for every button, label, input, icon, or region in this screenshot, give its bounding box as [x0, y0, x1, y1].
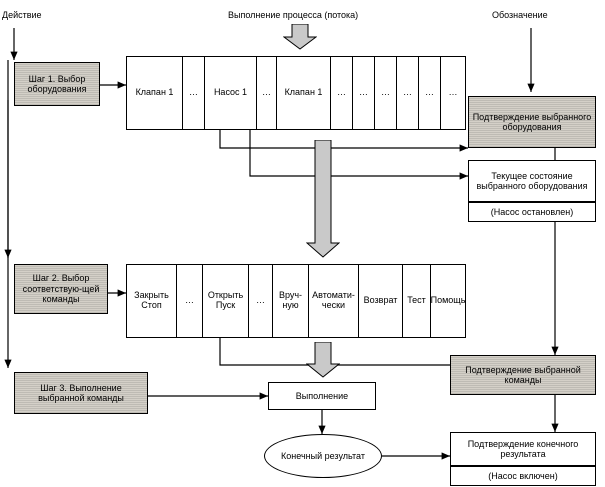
command-cell[interactable]: Возврат	[359, 265, 403, 337]
label-action: Действие	[2, 10, 42, 20]
command-cell[interactable]: Помощь	[431, 295, 465, 306]
label-designation: Обозначение	[492, 10, 548, 20]
command-cell[interactable]: Автомати-чески	[309, 265, 359, 337]
label-process: Выполнение процесса (потока)	[228, 10, 359, 20]
equipment-cell[interactable]: …	[397, 57, 419, 129]
process-arrow-top	[283, 24, 317, 50]
equipment-cell[interactable]: …	[375, 57, 397, 129]
command-cell[interactable]: Тест	[403, 265, 431, 337]
command-cell[interactable]: Открыть Пуск	[203, 265, 249, 337]
command-cell[interactable]: Закрыть Стоп	[127, 265, 177, 337]
step3-box[interactable]: Шаг 3. Выполнение выбранной команды	[14, 372, 148, 414]
confirm-result-box: Подтверждение конечного результата	[450, 432, 596, 466]
equipment-cell[interactable]: …	[257, 57, 277, 129]
confirm-equipment-box: Подтверждение выбранного оборудования	[468, 96, 596, 148]
step1-box[interactable]: Шаг 1. Выбор оборудования	[14, 62, 100, 106]
step2-box[interactable]: Шаг 2. Выбор соответствую-щей команды	[14, 264, 108, 314]
confirm-command-box: Подтверждение выбранной команды	[450, 355, 596, 395]
equipment-cell[interactable]: …	[448, 87, 458, 98]
equipment-cell[interactable]: Насос 1	[205, 57, 257, 129]
equipment-cell[interactable]: Клапан 1	[127, 57, 183, 129]
command-cell[interactable]: Вруч-ную	[273, 265, 309, 337]
state-value-box: (Насос остановлен)	[468, 202, 596, 222]
equipment-row[interactable]	[126, 56, 466, 130]
command-cell[interactable]: …	[177, 265, 203, 337]
command-cell[interactable]: …	[249, 265, 273, 337]
execution-box: Выполнение	[268, 382, 376, 410]
process-arrow-bottom	[306, 342, 340, 378]
equipment-cell[interactable]: …	[419, 57, 441, 129]
process-arrow-middle	[306, 140, 340, 258]
equipment-cell[interactable]: …	[331, 57, 353, 129]
equipment-cell[interactable]: …	[183, 57, 205, 129]
equipment-cell[interactable]: …	[353, 57, 375, 129]
current-state-box: Текущее состояние выбранного оборудования	[468, 160, 596, 202]
result-value-box: (Насос включен)	[450, 466, 596, 486]
command-row[interactable]	[126, 264, 466, 338]
final-result-node: Конечный результат	[264, 434, 382, 478]
equipment-cell[interactable]: Клапан 1	[277, 57, 331, 129]
